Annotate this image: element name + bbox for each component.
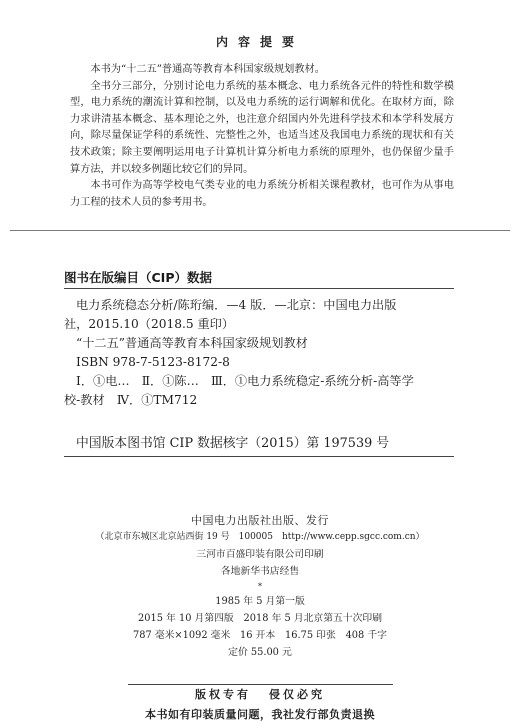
summary-paragraph: 本书可作为高等学校电气类专业的电力系统分析相关课程教材，也可作为从事电力工程的技术人员的参考用书。 [70,180,454,208]
summary-paragraph: 全书分三部分，分别讨论电力系统的基本概念、电力系统各元件的特性和数学模型，电力系统的潮流计算和控制，以及电力系统的运行调解和优化。在取材方面，除力求讲清基本概念、基本理论之外，也注意介绍国内外先进科学技术和本学科发展方向，除尽量保证学科的系统性、完整性之外，也适当述及我国电力系统的现状和有关技术政策；除主要阐明运用电子计算机计算分析电力系统的原理外，也仍保留少量手算方法，并以较多例题比较它们的异同。 [70,80,454,175]
cip-line-title: 电力系统稳态分析/陈珩编．—4 版．—北京：中国电力出版 [76,298,397,312]
cip-line-series: “十二五”普通高等教育本科国家级规划教材 [76,336,308,350]
imprint-first-edition: 1985 年 5 月第一版 [215,596,305,607]
cip-line-isbn: ISBN 978-7-5123-8172-8 [76,355,230,369]
cip-heading: 图书在版编目（CIP）数据 [64,270,212,285]
cip-record [64,296,458,410]
imprint-specs: 787 毫米×1092 毫米 16 开本 16.75 印张 408 千字 [133,630,387,641]
imprint-edition-print: 2015 年 10 月第四版 2018 年 5 月北京第五十次印刷 [138,613,382,624]
imprint-printer: 三河市百盛印装有限公司印刷 [196,549,324,560]
imprint-distributor: 各地新华书店经售 [220,566,300,577]
footer-rule [128,684,393,685]
cip-line-publisher: 社，2015.10（2018.5 重印） [64,317,235,331]
imprint-address: （北京市东城区北京站西街 19 号 100005 http://www.cepp.sgcc.com.cn） [95,532,425,542]
cip-line-classification: Ⅰ．①电… Ⅱ．①陈… Ⅲ．①电力系统稳定-系统分析-高等学 [76,374,414,388]
cip-line-classification-cont: 校-教材 Ⅳ．①TM712 [64,393,198,407]
imprint-block [0,512,520,661]
summary-paragraph: 本书为“十二五”普通高等教育本科国家级规划教材。 [90,64,325,75]
section-divider [10,230,510,231]
summary-title: 内容提要 [215,35,304,49]
summary-body [70,62,454,211]
rights-left: 版权专有 [195,688,251,701]
rights-statement [0,686,520,702]
cip-data-number: 中国版本图书馆 CIP 数据核字（2015）第 197539 号 [76,436,390,451]
cip-bottom-rule [64,456,454,457]
quality-notice: 本书如有印装质量问题，我社发行部负责退换 [145,708,375,721]
imprint-price: 定价 55.00 元 [228,647,292,658]
cip-heading-rule [64,288,454,289]
imprint-separator: * [258,582,262,591]
imprint-publisher: 中国电力出版社出版、发行 [191,514,329,527]
rights-right: 侵仅必究 [269,688,325,701]
